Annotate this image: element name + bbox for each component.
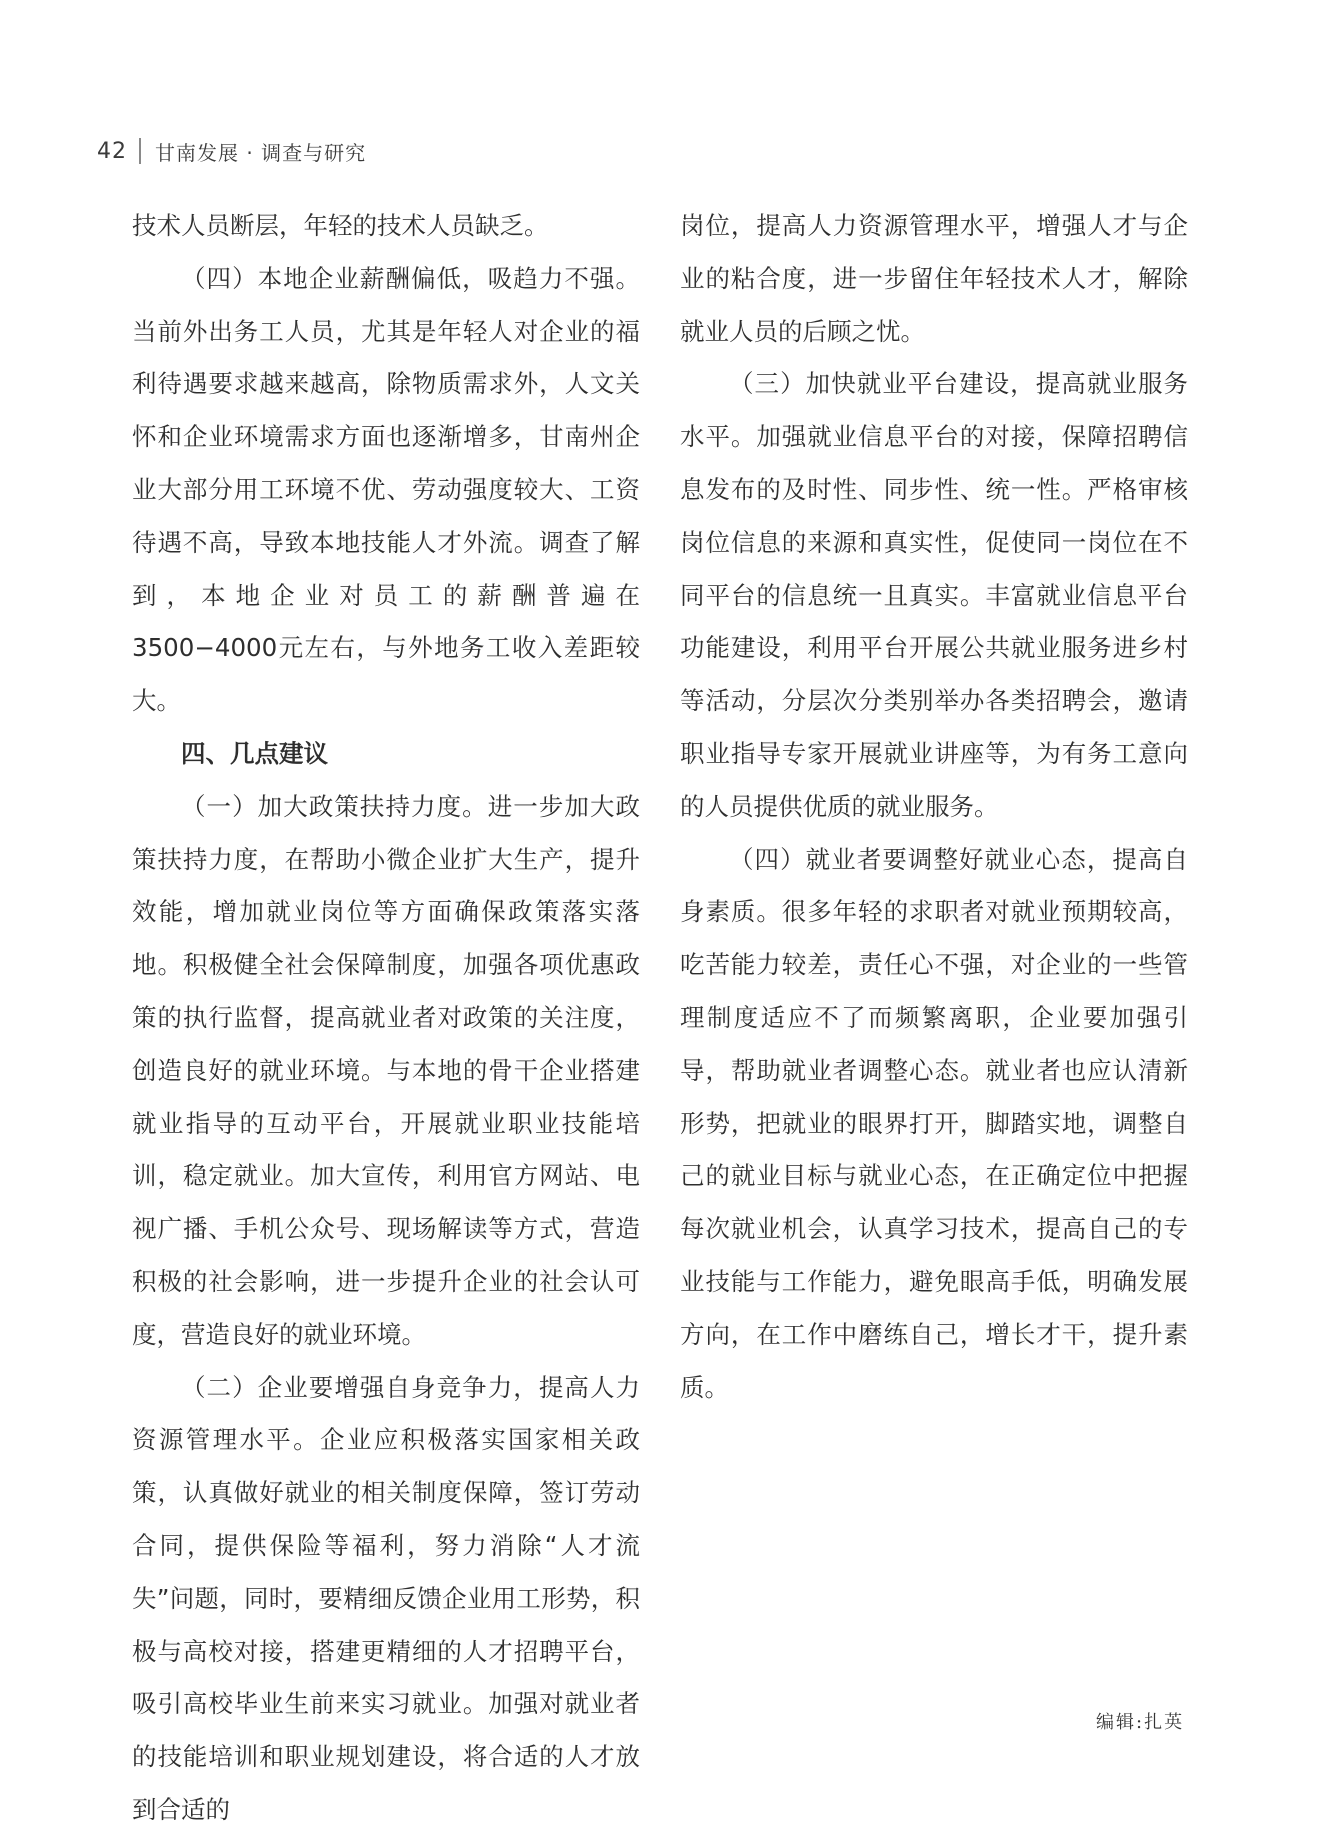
running-header xyxy=(97,133,366,169)
left-paragraph-continuation: 技术人员断层，年轻的技术人员缺乏。 xyxy=(132,211,549,240)
left-paragraph-enterprise-competitiveness: （二）企业要增强自身竞争力，提高人力资源管理水平。企业应积极落实国家相关政策，认真做好就业的相关制度保障，签订劳动合同，提供保险等福利，努力消除“人才流失”问题，同时，要精细反馈企业用工形势，积极与高校对接，搭建更精细的人才招聘平台，吸引高校毕业生前来实习就业。加强对就业者的技能培训和职业规划建设，将合适的人才放到合适的 xyxy=(132,1372,640,1824)
right-paragraph-platform: （三）加快就业平台建设，提高就业服务水平。加强就业信息平台的对接，保障招聘信息发布的及时性、同步性、统一性。严格审核岗位信息的来源和真实性，促使同一岗位在不同平台的信息统一且真实。丰富就业信息平台功能建设，利用平台开展公共就业服务进乡村等活动，分层次分类别举办各类招聘会，邀请职业指导专家开展就业讲座等，为有务工意向的人员提供优质的就业服务。 xyxy=(680,369,1188,821)
left-paragraph-policy-support: （一）加大政策扶持力度。进一步加大政策扶持力度，在帮助小微企业扩大生产，提升效能，增加就业岗位等方面确保政策落实落地。积极健全社会保障制度，加强各项优惠政策的执行监督，提高就业者对政策的关注度，创造良好的就业环境。与本地的骨干企业搭建就业指导的互动平台，开展就业职业技能培训，稳定就业。加大宣传，利用官方网站、电视广播、手机公众号、现场解读等方式，营造积极的社会影响，进一步提升企业的社会认可度，营造良好的就业环境。 xyxy=(132,791,640,1349)
left-column xyxy=(132,200,640,1837)
right-paragraph-continuation: 岗位，提高人力资源管理水平，增强人才与企业的粘合度，进一步留住年轻技术人才，解除就业人员的后顾之忧。 xyxy=(680,211,1188,346)
section-heading-suggestions: 四、几点建议 xyxy=(181,738,328,768)
page-number: 42 xyxy=(97,138,127,164)
header-divider xyxy=(139,138,141,164)
left-paragraph-salary: （四）本地企业薪酬偏低，吸趋力不强。当前外出务工人员，尤其是年轻人对企业的福利待遇要求越来越高，除物质需求外，人文关怀和企业环境需求方面也逐渐增多，甘南州企业大部分用工环境不优、劳动强度较大、工资待遇不高，导致本地技能人才外流。调查了解到，本地企业对员工的薪酬普遍在3500−4000元左右，与外地务工收入差距较大。 xyxy=(132,263,640,716)
journal-title: 甘南发展 · 调查与研究 xyxy=(155,140,367,165)
right-paragraph-mindset: （四）就业者要调整好就业心态，提高自身素质。很多年轻的求职者对就业预期较高，吃苦能力较差，责任心不强，对企业的一些管理制度适应不了而频繁离职，企业要加强引导，帮助就业者调整心态。就业者也应认清新形势，把就业的眼界打开，脚踏实地，调整自己的就业目标与就业心态，在正确定位中把握每次就业机会，认真学习技术，提高自己的专业技能与工作能力，避免眼高手低，明确发展方向，在工作中磨练自己，增长才干，提升素质。 xyxy=(680,844,1188,1402)
right-column xyxy=(680,200,1188,1414)
editor-credit: 编辑:扎英 xyxy=(1096,1712,1185,1733)
